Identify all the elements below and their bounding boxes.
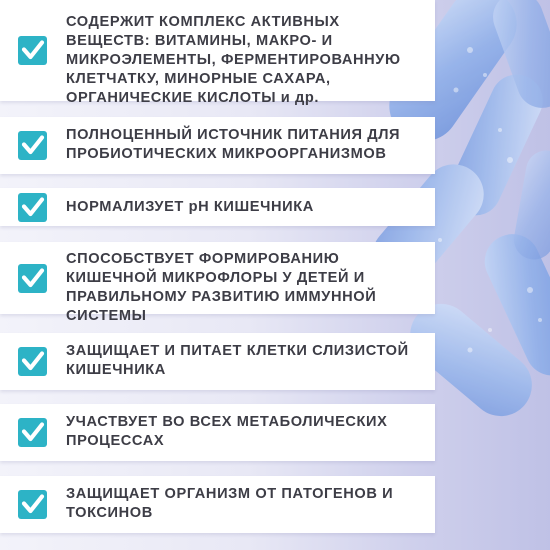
list-item [0, 188, 435, 226]
item-text: ЗАЩИЩАЕТ ОРГАНИЗМ ОТ ПАТОГЕНОВ И ТОКСИНОВ [66, 486, 394, 521]
item-text: СОДЕРЖИТ КОМПЛЕКС АКТИВНЫХ ВЕЩЕСТВ: ВИТАМИНЫ, МАКРО- И МИКРОЭЛЕМЕНТЫ, ФЕРМЕНТИРОВАННУЮ КЛЕТЧАТКУ, МИНОРНЫЕ САХАРА, ОРГАНИЧЕСКИЕ КИСЛОТЫ и др. [66, 14, 401, 106]
checkmark-icon [18, 131, 47, 160]
checkmark-icon [18, 418, 47, 447]
list-item [0, 0, 435, 106]
list-item [0, 242, 435, 324]
list-item [0, 476, 435, 533]
list-item [0, 333, 435, 390]
checkmark-icon [18, 36, 47, 65]
item-text: НОРМАЛИЗУЕТ pH КИШЕЧНИКА [66, 199, 314, 215]
checkmark-icon [18, 347, 47, 376]
checkmark-icon [18, 264, 47, 293]
list-item [0, 117, 435, 174]
item-text: ПОЛНОЦЕННЫЙ ИСТОЧНИК ПИТАНИЯ ДЛЯ ПРОБИОТИЧЕСКИХ МИКРООРГАНИЗМОВ [66, 127, 401, 162]
item-text: УЧАСТВУЕТ ВО ВСЕХ МЕТАБОЛИЧЕСКИХ ПРОЦЕССАХ [66, 414, 388, 449]
list-item [0, 404, 435, 461]
checkmark-icon [18, 193, 47, 222]
item-text: СПОСОБСТВУЕТ ФОРМИРОВАНИЮ КИШЕЧНОЙ МИКРОФЛОРЫ У ДЕТЕЙ И ПРАВИЛЬНОМУ РАЗВИТИЮ ИММУННОЙ СИСТЕМЫ [66, 251, 377, 324]
item-text: ЗАЩИЩАЕТ И ПИТАЕТ КЛЕТКИ СЛИЗИСТОЙ КИШЕЧНИКА [66, 343, 409, 378]
checkmark-icon [18, 490, 47, 519]
